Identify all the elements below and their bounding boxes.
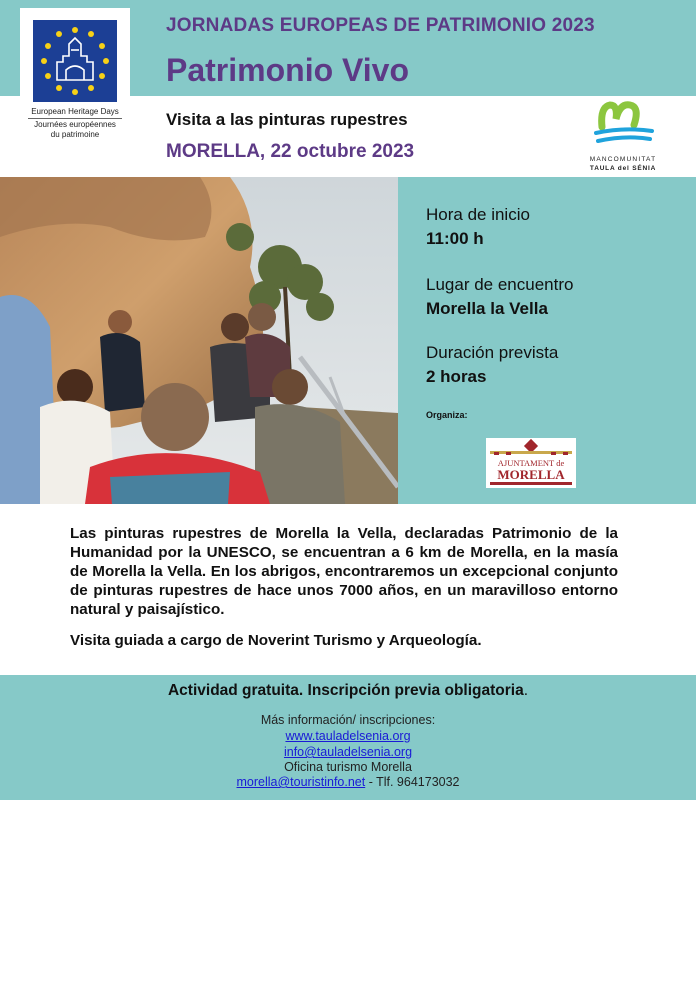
mancomunitat-logo <box>580 97 670 175</box>
mancomunitat-m-icon <box>580 97 666 153</box>
website-link[interactable]: www.tauladelsenia.org <box>285 729 411 743</box>
phone-text: - Tlf. 964173032 <box>365 775 460 789</box>
guided-visit-text: Visita guiada a cargo de Noverint Turismo y Arqueología. <box>70 632 482 649</box>
page-title: Patrimonio Vivo <box>166 52 410 88</box>
mancomunitat-logo-line2: TAULA del SÉNIA <box>589 165 657 172</box>
ajuntament-logo-line1: AJUNTAMENT de <box>497 458 565 468</box>
more-info-label: Más información/ inscripciones: <box>260 713 436 727</box>
meeting-place-label: Lugar de encuentro <box>426 275 574 294</box>
start-time-label: Hora de inicio <box>426 205 530 224</box>
free-activity-notice: Actividad gratuita. Inscripción previa obligatoria. <box>167 682 529 699</box>
event-series-title: JORNADAS EUROPEAS DE PATRIMONIO 2023 <box>166 15 595 36</box>
ajuntament-logo-line2: MORELLA <box>497 467 565 482</box>
tourism-contact-row <box>0 775 696 789</box>
cave-paintings-visit-photo <box>0 177 398 504</box>
ehd-logo-line3: du patrimoine <box>50 130 100 139</box>
description-paragraph: Las pinturas rupestres de Morella la Vella, declaradas Patrimonio de la Humanidad por la UNESCO, se encuentran a 6 km de Morella, en la masía de Morella la Vella. En los abrigos, encontraremos un excepcional conjunto de pinturas rupestres de hace unos 7000 años, en un maravilloso entorno natural y paisajístico. <box>70 525 618 618</box>
duration-value: 2 horas <box>426 367 487 386</box>
event-info-panel <box>398 177 696 504</box>
email-link[interactable]: info@tauladelsenia.org <box>283 745 413 759</box>
email-row <box>0 745 696 759</box>
website-row <box>0 729 696 743</box>
tourism-email-link[interactable]: morella@touristinfo.net <box>236 775 366 789</box>
organizer-label: Organiza: <box>426 410 468 420</box>
tourism-office-label: Oficina turismo Morella <box>284 760 412 774</box>
mancomunitat-logo-line1: MANCOMUNITAT <box>589 156 657 163</box>
ajuntament-morella-logo <box>486 438 576 488</box>
ehd-logo-line2: Journées européennes <box>34 120 116 129</box>
meeting-place-value: Morella la Vella <box>426 299 548 318</box>
eu-flag-icon <box>33 20 117 102</box>
start-time-value: 11:00 h <box>426 229 484 248</box>
free-activity-text: Actividad gratuita. Inscripción previa obligatoria <box>167 682 524 699</box>
european-heritage-days-logo <box>20 8 130 144</box>
footer-band <box>0 675 696 800</box>
duration-label: Duración prevista <box>426 343 559 362</box>
ehd-logo-line1: European Heritage Days <box>28 107 122 119</box>
date-line: MORELLA, 22 octubre 2023 <box>166 141 415 162</box>
subtitle: Visita a las pinturas rupestres <box>166 110 408 129</box>
